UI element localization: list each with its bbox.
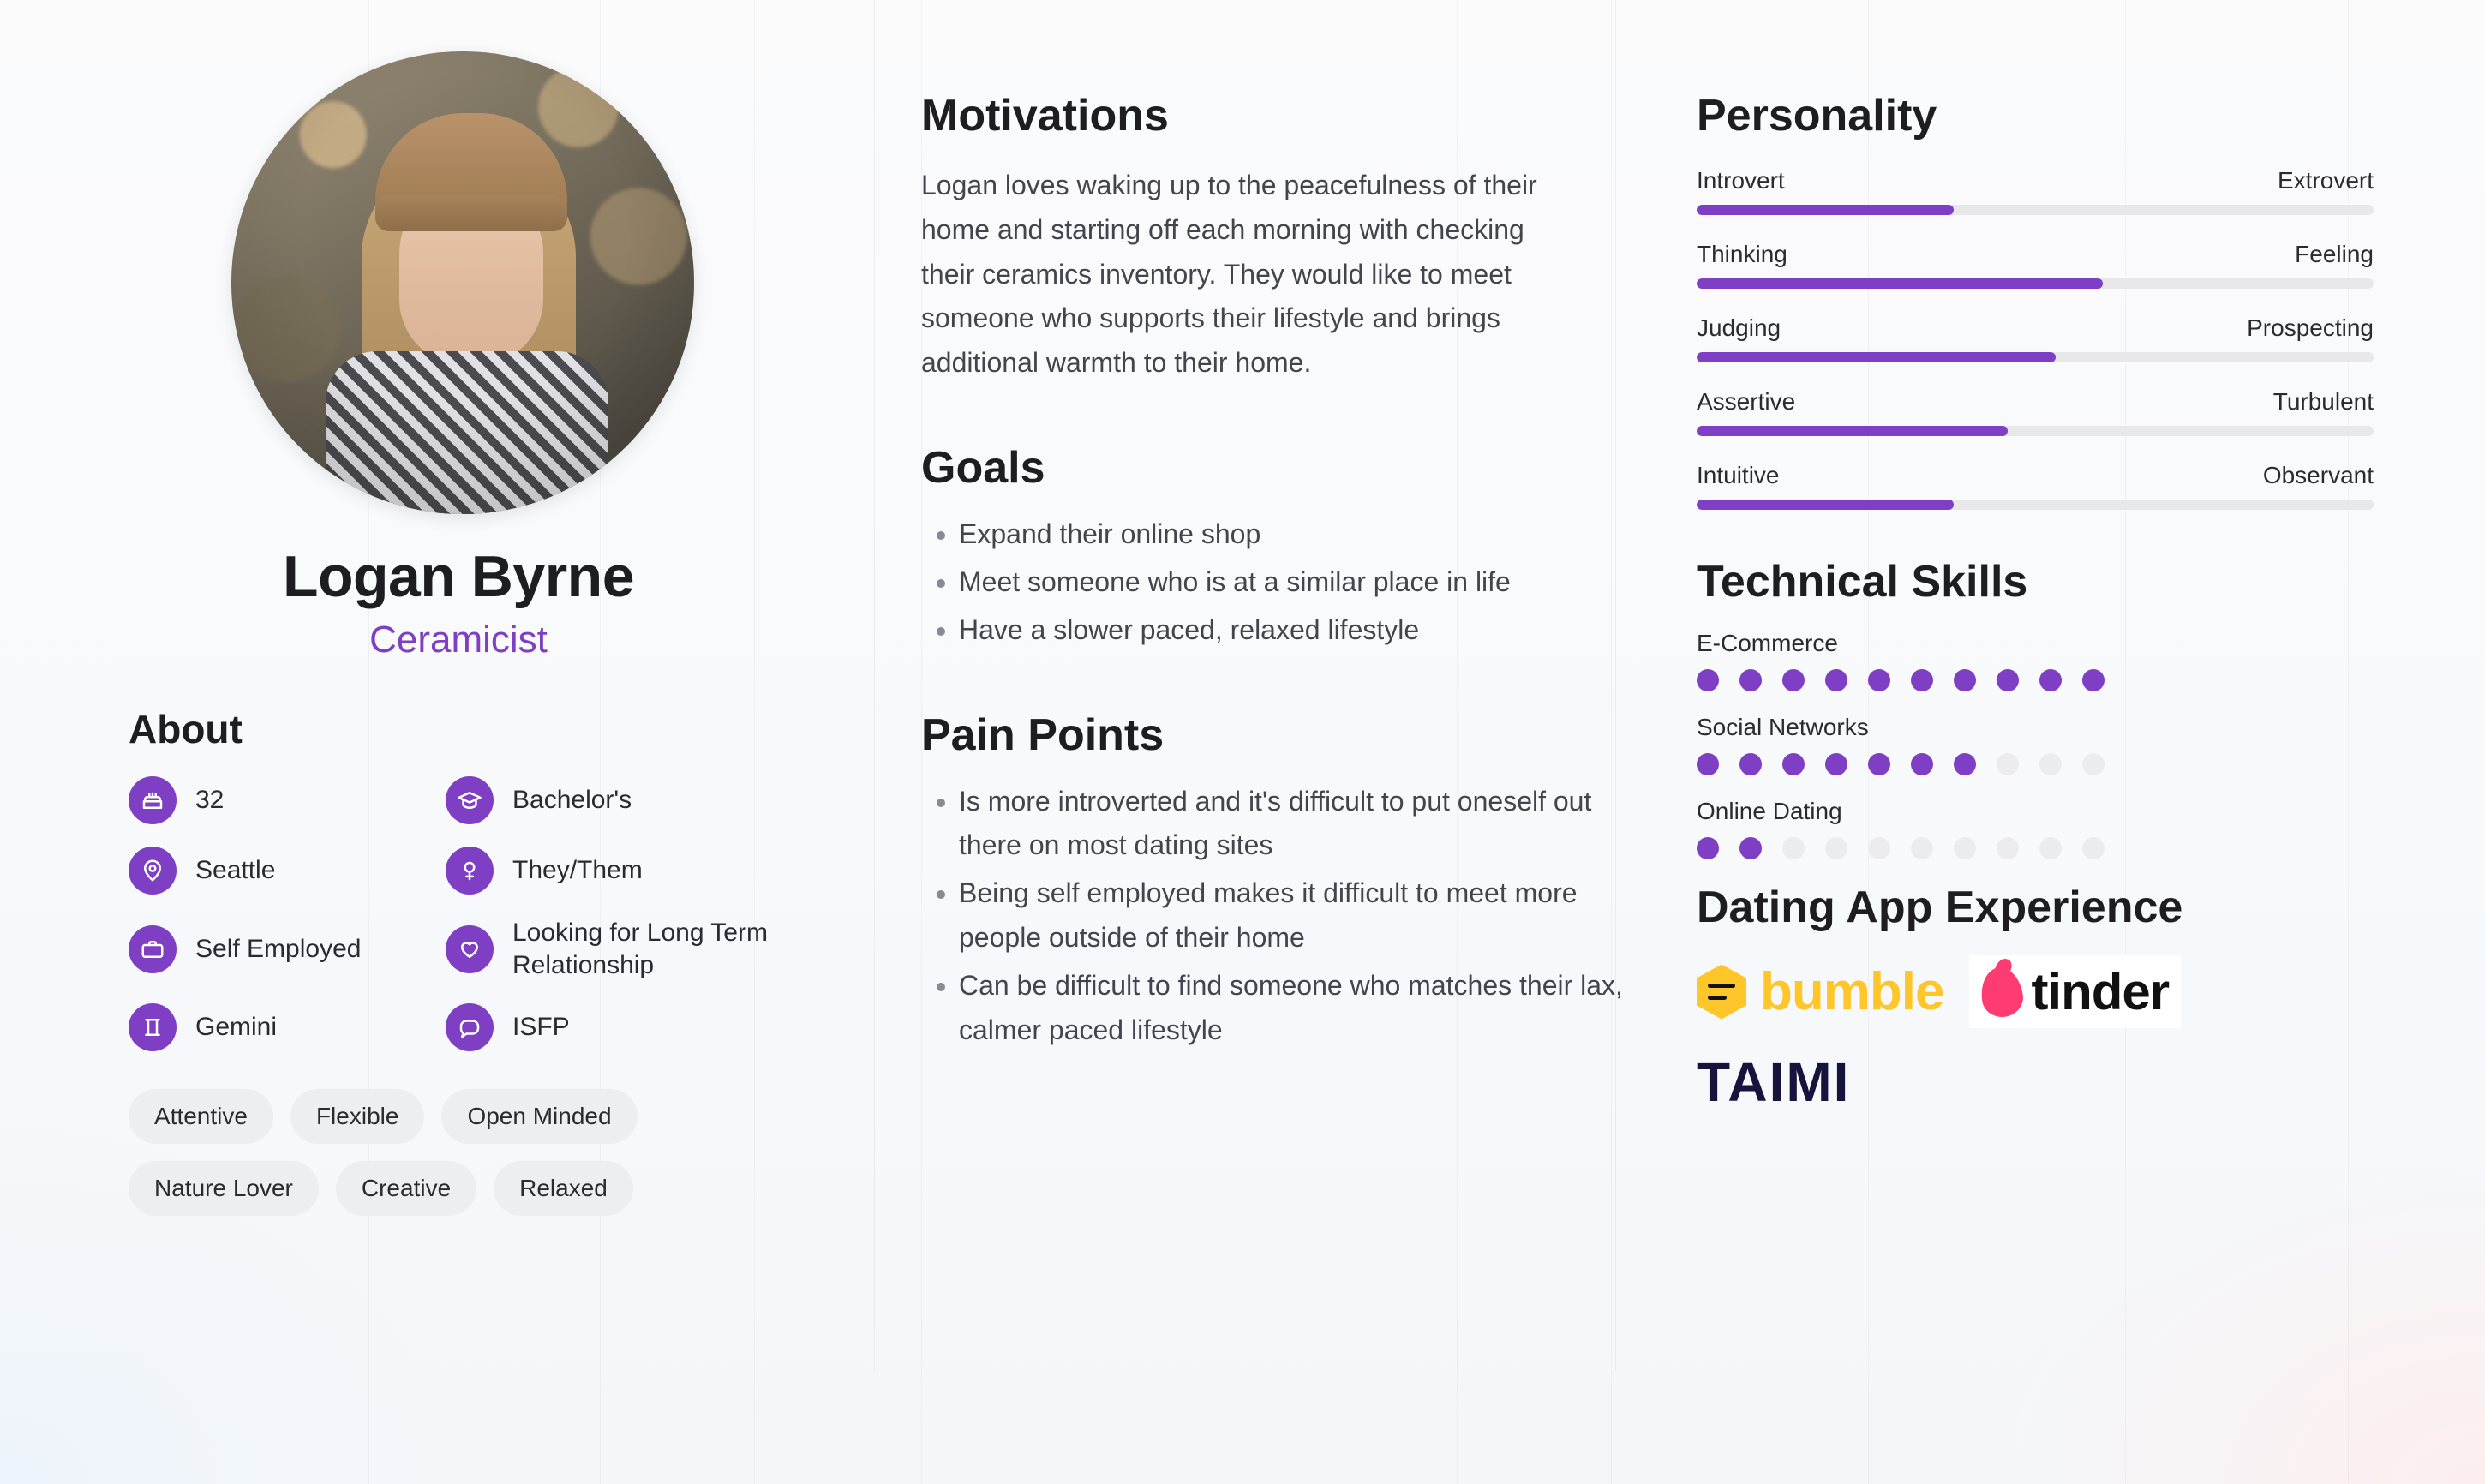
bumble-wordmark: bumble — [1760, 962, 1944, 1021]
skill-dot — [1697, 837, 1719, 859]
skill-dot — [1697, 753, 1719, 775]
skill-dot — [1997, 753, 2019, 775]
avatar-vignette — [231, 51, 694, 514]
skill-dot — [1740, 837, 1762, 859]
trait-bar-fill — [1697, 205, 1954, 215]
list-item: • Have a slower paced, relaxed lifestyle — [959, 608, 1632, 653]
skill-dot — [1782, 753, 1805, 775]
about-item-age — [129, 776, 446, 824]
skill-dot — [1911, 669, 1933, 691]
list-item: • Is more introverted and it's difficult to put oneself out there on most dating sites — [959, 780, 1632, 869]
about-item-relationship — [446, 917, 788, 981]
motivations-heading: Motivations — [921, 91, 1169, 141]
about-label-zodiac: Gemini — [195, 1013, 278, 1042]
pain-points-heading: Pain Points — [921, 709, 1165, 760]
skill-dot — [2039, 669, 2062, 691]
skill-dot — [1868, 837, 1890, 859]
profile-name: Logan Byrne — [282, 544, 635, 609]
list-item: • Expand their online shop — [959, 512, 1632, 557]
trait-bar-fill — [1697, 500, 1954, 510]
skill-dots — [1697, 837, 2374, 859]
avatar — [231, 51, 694, 514]
location-icon — [129, 847, 177, 895]
skill-dot — [1697, 669, 1719, 691]
about-label-pronouns: They/Them — [512, 856, 643, 885]
about-label-age: 32 — [195, 786, 225, 815]
personality-heading: Personality — [1697, 91, 1937, 141]
skill-row — [1697, 714, 2374, 775]
trait-bar — [1697, 278, 2374, 289]
goals-list — [921, 512, 1632, 652]
skill-dot — [2082, 669, 2105, 691]
skill-label: Online Dating — [1697, 798, 1842, 824]
motivations-section — [921, 90, 1632, 386]
skill-label: Social Networks — [1697, 714, 1869, 740]
trait-bar-fill — [1697, 352, 2056, 362]
skill-dot — [2082, 753, 2105, 775]
about-label-relationship: Looking for Long Term Relationship — [512, 919, 768, 979]
skills-list — [1697, 630, 2374, 859]
trait-bar — [1697, 426, 2374, 436]
trait-right-label: Extrovert — [2277, 167, 2374, 194]
dating-app-logos-row-2 — [1697, 1050, 2374, 1114]
skill-dot — [1825, 837, 1847, 859]
taimi-logo: TAIMI — [1697, 1051, 1851, 1113]
skill-dot — [1782, 837, 1805, 859]
gender-icon — [446, 847, 494, 895]
dating-apps-section — [1697, 882, 2374, 1114]
about-grid — [129, 776, 788, 1051]
goals-section — [921, 442, 1632, 652]
trait-bar — [1697, 500, 2374, 510]
technical-skills-section — [1697, 556, 2374, 859]
list-item: • Meet someone who is at a similar place in life — [959, 560, 1632, 605]
trait-right-label: Observant — [2262, 462, 2374, 488]
bumble-logo — [1697, 961, 1943, 1022]
zodiac-icon — [129, 1003, 177, 1051]
trait-row — [1697, 241, 2374, 289]
skill-row — [1697, 798, 2374, 859]
tag-chip: Nature Lover — [129, 1161, 319, 1216]
tag-chip: Flexible — [290, 1089, 424, 1144]
trait-left-label: Assertive — [1697, 388, 1796, 415]
skill-dot — [1954, 837, 1976, 859]
trait-bar-fill — [1697, 426, 2008, 436]
about-item-location — [129, 847, 446, 895]
skill-dot — [2082, 837, 2105, 859]
list-item: • Being self employed makes it difficult to meet more people outside of their home — [959, 871, 1632, 960]
skill-dot — [1997, 837, 2019, 859]
trait-row — [1697, 314, 2374, 362]
about-item-education — [446, 776, 788, 824]
skill-dot — [1868, 669, 1890, 691]
skill-dot — [1911, 837, 1933, 859]
about-label-education: Bachelor's — [512, 786, 632, 815]
tinder-wordmark: tinder — [2031, 963, 2170, 1020]
cake-icon — [129, 776, 177, 824]
skill-dot — [1740, 669, 1762, 691]
goals-heading: Goals — [921, 443, 1045, 494]
flame-icon — [1979, 964, 2027, 1019]
trait-left-label: Intuitive — [1697, 462, 1780, 488]
trait-tags — [129, 1089, 677, 1216]
skill-dots — [1697, 669, 2374, 691]
trait-left-label: Thinking — [1697, 241, 1787, 267]
technical-skills-heading: Technical Skills — [1697, 557, 2028, 607]
trait-row — [1697, 167, 2374, 215]
trait-right-label: Turbulent — [2272, 388, 2374, 415]
skill-dot — [1825, 669, 1847, 691]
about-item-work — [129, 917, 446, 981]
bumble-icon — [1697, 965, 1746, 1020]
personality-traits — [1697, 167, 2374, 510]
about-label-mbti: ISFP — [512, 1013, 570, 1042]
trait-bar — [1697, 205, 2374, 215]
trait-row — [1697, 388, 2374, 436]
tinder-logo — [1969, 955, 2181, 1028]
tag-chip: Attentive — [129, 1089, 273, 1144]
profile-column — [129, 51, 788, 1216]
skill-dot — [1911, 753, 1933, 775]
skill-dot — [1740, 753, 1762, 775]
heart-icon — [446, 925, 494, 973]
tag-chip: Relaxed — [494, 1161, 633, 1216]
skill-dot — [2039, 837, 2062, 859]
about-item-mbti — [446, 1003, 788, 1051]
skill-dots — [1697, 753, 2374, 775]
list-item: • Can be difficult to find someone who matches their lax, calmer paced lifestyle — [959, 964, 1632, 1053]
trait-right-label: Feeling — [2295, 241, 2374, 267]
about-item-zodiac — [129, 1003, 446, 1051]
skill-dot — [1782, 669, 1805, 691]
trait-left-label: Judging — [1697, 314, 1781, 341]
trait-left-label: Introvert — [1697, 167, 1785, 194]
tag-chip: Open Minded — [441, 1089, 637, 1144]
about-heading: About — [129, 707, 243, 751]
briefcase-icon — [129, 925, 177, 973]
skill-row — [1697, 630, 2374, 691]
chat-icon — [446, 1003, 494, 1051]
about-label-work: Self Employed — [195, 934, 362, 963]
skill-label: E-Commerce — [1697, 630, 1838, 656]
skill-dot — [1997, 669, 2019, 691]
skill-dot — [1954, 753, 1976, 775]
profile-role: Ceramicist — [369, 619, 548, 661]
about-label-location: Seattle — [195, 856, 276, 885]
pain-points-list — [921, 780, 1632, 1053]
dating-apps-heading: Dating App Experience — [1697, 883, 2183, 932]
skill-dot — [2039, 753, 2062, 775]
attributes-column — [1697, 90, 2374, 1114]
trait-row — [1697, 462, 2374, 510]
skill-dot — [1954, 669, 1976, 691]
trait-bar-fill — [1697, 278, 2103, 289]
about-item-pronouns — [446, 847, 788, 895]
motivations-text: Logan loves waking up to the peacefulness of their home and starting off each morning with checking their ceramics inventory. They would like to meet someone who supports their lifestyle and brings additional warmth to their home. — [921, 170, 1537, 379]
pain-points-section — [921, 709, 1632, 1053]
narrative-column — [921, 90, 1632, 1056]
trait-right-label: Prospecting — [2247, 314, 2374, 341]
column-divider-right — [874, 0, 875, 1371]
tag-chip: Creative — [336, 1161, 476, 1216]
dating-app-logos-row-1 — [1697, 955, 2374, 1028]
trait-bar — [1697, 352, 2374, 362]
education-icon — [446, 776, 494, 824]
skill-dot — [1868, 753, 1890, 775]
skill-dot — [1825, 753, 1847, 775]
